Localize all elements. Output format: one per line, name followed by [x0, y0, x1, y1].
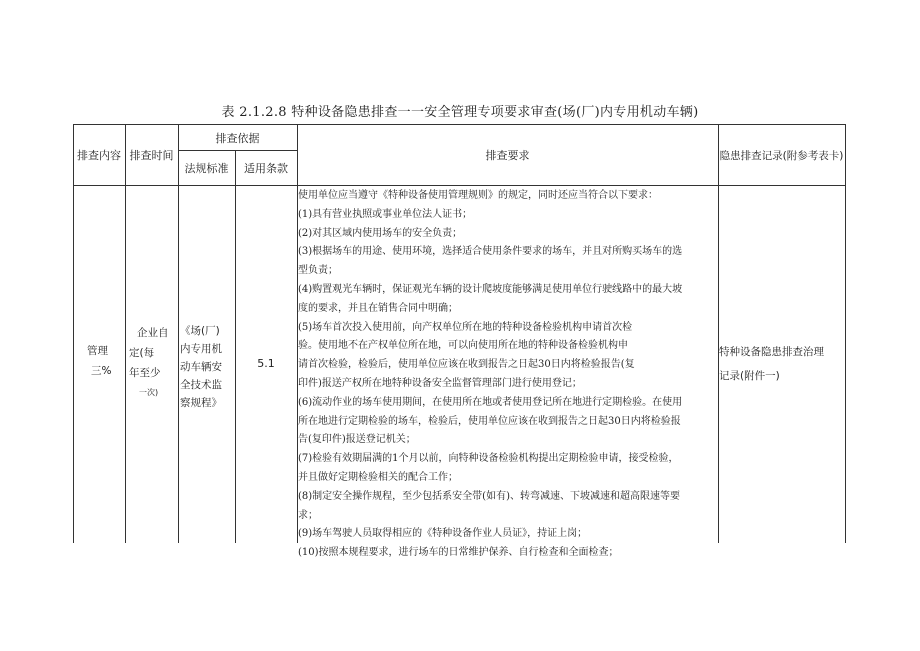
requirement-line: (5)场车首次投入使用前，向产权单位所在地的特种设备检验机构申请首次检 — [298, 321, 633, 333]
requirement-line: 印件)报送产权所在地特种设备安全监督管理部门进行使用登记； — [298, 377, 582, 389]
requirement-line: (7)检验有效期届满的1个月以前，向特种设备检验机构提出定期检验申请，接受检验， — [298, 453, 679, 465]
row-content-line: 管理 — [87, 345, 108, 357]
header-law: 法规标准 — [184, 161, 229, 175]
grid-line — [235, 150, 236, 543]
requirement-line: 请首次检验，检验后，使用单位应该在收到报告之日起30日内将检验报告(复 — [298, 359, 635, 371]
grid-line — [73, 185, 846, 186]
row-clause: 5.1 — [257, 356, 275, 370]
grid-line — [178, 125, 179, 543]
row-time-line: 一次) — [139, 388, 159, 397]
row-law-line: 内专用机 — [180, 343, 222, 355]
requirement-line: 并且做好定期检验相关的配合工作； — [298, 471, 458, 483]
requirement-line: (2)对其区域内使用场车的安全负责； — [298, 227, 463, 239]
row-record-line: 特种设备隐患排查治理 — [719, 346, 824, 358]
grid-line — [125, 125, 126, 543]
header-basis: 排查依据 — [215, 131, 260, 145]
requirement-line: (3)根据场车的用途、使用环境，选择适合使用条件要求的场车，并且对所购买场车的选 — [298, 246, 683, 258]
row-time-line: 年至少 — [129, 367, 161, 379]
grid-line — [845, 125, 846, 543]
header-time: 排查时间 — [129, 149, 174, 162]
row-requirements — [298, 187, 718, 563]
row-record — [719, 340, 845, 388]
row-law-line: 《场(厂) — [180, 325, 220, 337]
row-law-line: 全技术监 — [180, 379, 222, 391]
header-clause: 适用条款 — [244, 161, 288, 175]
row-record-line: 记录(附件一) — [719, 370, 780, 382]
row-time-line: 企业自 — [137, 327, 169, 339]
requirement-line: (6)流动作业的场车使用期间，在使用所在地或者使用登记所在地进行定期检验。在使用 — [298, 396, 683, 408]
header-content: 排查内容 — [77, 149, 121, 162]
requirement-line: 所在地进行定期检验的场车，检验后，使用单位应该在收到报告之日起30日内将检验报 — [298, 415, 681, 427]
requirement-line: (4)购置观光车辆时，保证观光车辆的设计爬坡度能够满足使用单位行驶线路中的最大坡 — [298, 283, 683, 295]
grid-line — [73, 125, 74, 543]
row-law — [180, 322, 235, 412]
requirement-line: (8)制定安全操作规程，至少包括系安全带(如有)、转弯减速、下坡减速和超高限速等要 — [298, 490, 680, 502]
row-content — [87, 341, 117, 381]
requirement-line: (10)按照本规程要求，进行场车的日常维护保养、自行检查和全面检查； — [298, 547, 619, 559]
requirement-line: 告(复印件)报送登记机关； — [298, 434, 416, 446]
header-record: 隐患排查记录(附参考表卡) — [719, 149, 844, 162]
row-time — [129, 323, 175, 403]
requirement-line: 求； — [298, 509, 318, 521]
requirement-line: (9)场车驾驶人员取得相应的《特种设备作业人员证》，持证上岗； — [298, 528, 588, 540]
header-requirements: 排查要求 — [485, 149, 530, 162]
row-law-line: 动车辆安 — [180, 361, 222, 373]
requirement-line: 使用单位应当遵守《特种设备使用管理规则》的规定，同时还应当符合以下要求： — [298, 190, 658, 201]
requirement-line: 度的要求，并且在销售合同中明确； — [298, 302, 458, 314]
inspection-table — [73, 124, 846, 559]
row-law-line: 察规程》 — [180, 397, 222, 409]
requirement-line: 型负责； — [298, 265, 338, 277]
grid-line — [718, 125, 719, 543]
row-content-line: 三% — [91, 365, 112, 377]
requirement-line: 验。使用地不在产权单位所在地，可以向使用所在地的特种设备检验机构申 — [298, 340, 628, 352]
requirement-line: (1)具有营业执照或事业单位法人证书； — [298, 208, 473, 220]
table-title: 表 2.1.2.8 特种设备隐患排查一一安全管理专项要求审查(场(厂)内专用机动车辆) — [221, 105, 699, 120]
row-time-line: 定(每 — [129, 347, 155, 359]
